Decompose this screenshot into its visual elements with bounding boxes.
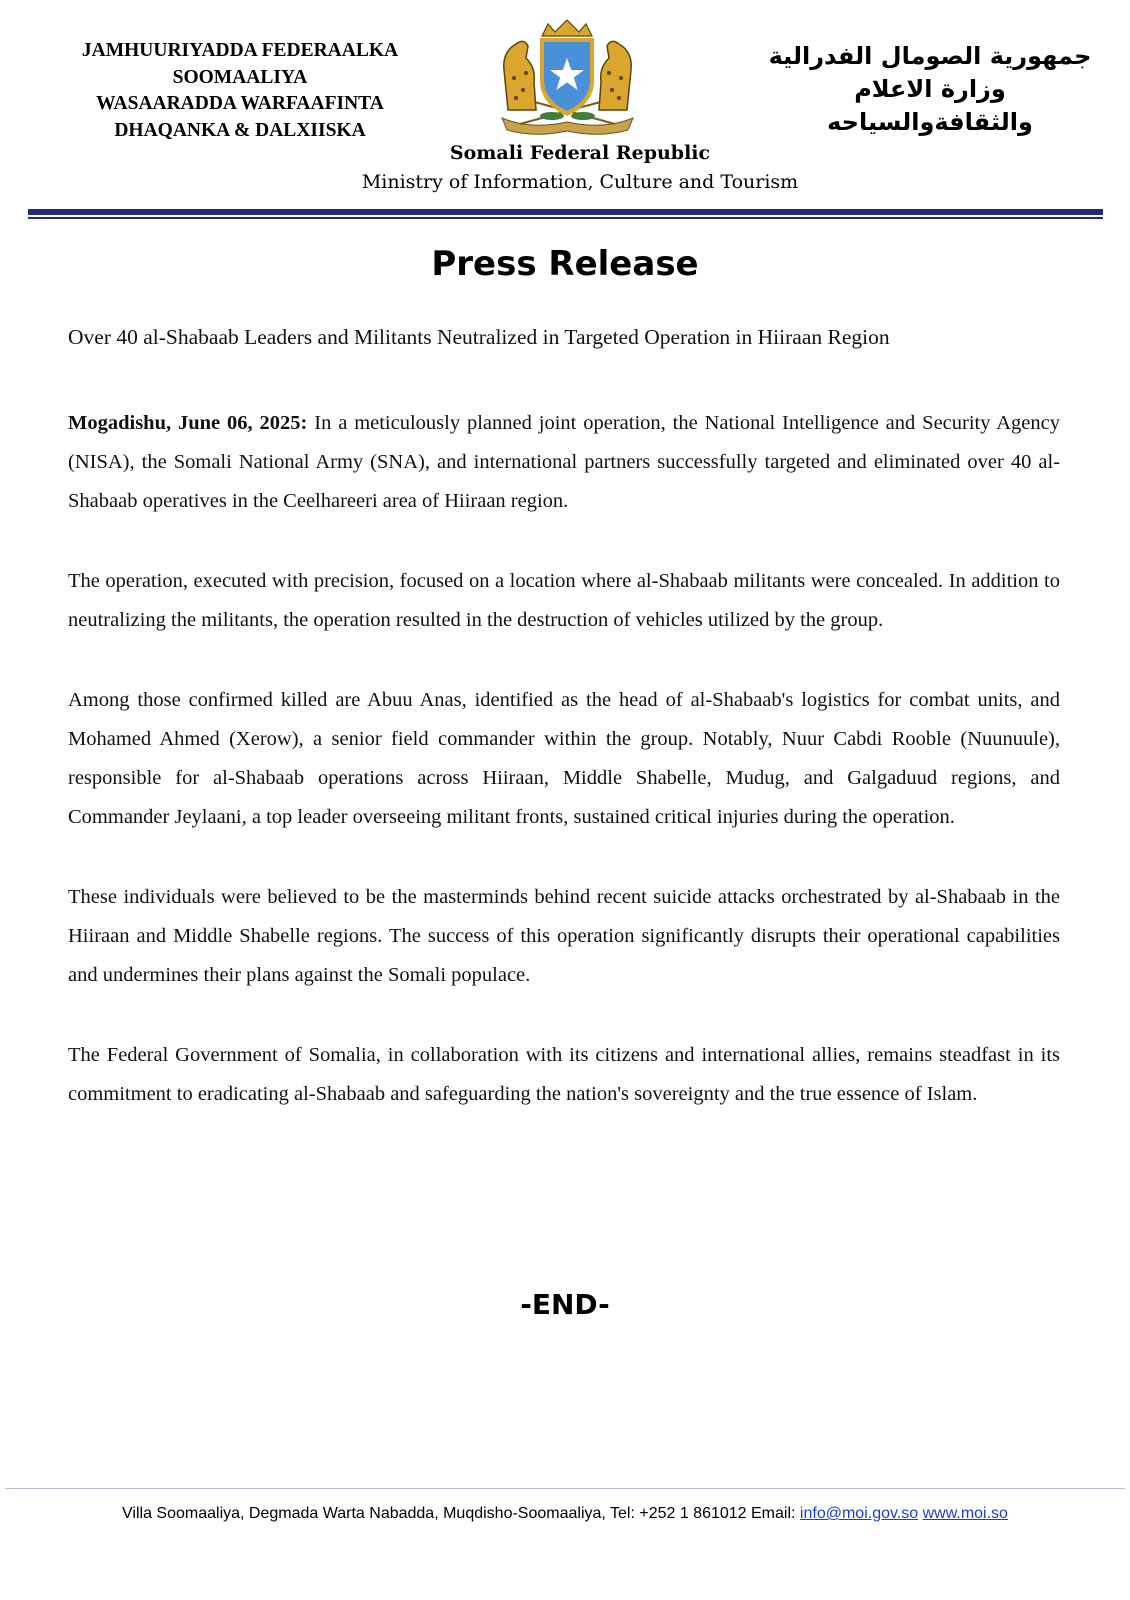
header-right-line: جمهورية الصومال الفدرالية [768, 42, 1092, 70]
ministry-name: Ministry of Information, Culture and Tourism [361, 171, 799, 193]
header-right-line: والثقافةوالسياحه [827, 108, 1033, 136]
website-link[interactable]: www.moi.so [922, 1505, 1008, 1522]
paragraph-4: These individuals were believed to be the masterminds behind recent suicide attacks orchestrated by al-Shabaab in the Hiiraan and Middle Shabelle regions. The success of this operation significantly disrupts their operational capabilities and undermines their plans against the Somali populace. [68, 886, 1060, 986]
footer-contact [0, 1505, 1130, 1523]
release-body [68, 404, 1060, 1155]
header-right-line: وزارة الاعلام [854, 75, 1006, 103]
header-left-line: JAMHUURIYADDA FEDERAALKA [81, 40, 399, 61]
email-link[interactable]: info@moi.gov.so [799, 1505, 919, 1522]
header-divider-thick [28, 209, 1103, 215]
paragraph-5: The Federal Government of Somalia, in collaboration with its citizens and international allies, remains steadfast in its commitment to eradicating al-Shabaab and safeguarding the nation's sovereignty and the true essence of Islam. [68, 1044, 1060, 1105]
page-title: Press Release [431, 244, 699, 284]
header-somali-text [55, 38, 425, 144]
header-left-line: DHAQANKA & DALXIISKA [114, 119, 366, 141]
end-marker: -END- [520, 1288, 610, 1321]
header-left-line: SOOMAALIYA [172, 66, 308, 88]
header-left-line: WASAARADDA WARFAAFINTA [96, 93, 384, 114]
republic-name: Somali Federal Republic [449, 142, 711, 164]
headline: Over 40 al-Shabaab Leaders and Militants Neutralized in Targeted Operation in Hiiraan Region [68, 325, 890, 349]
paragraph-1 [68, 404, 1060, 521]
dateline: Mogadishu, June 06, 2025: [68, 412, 308, 434]
paragraph-3: Among those confirmed killed are Abuu Anas, identified as the head of al-Shabaab's logistics for combat units, and Mohamed Ahmed (Xerow), a senior field commander within the group. Notably, Nuur Cabdi Rooble (Nuunuule), responsible for al-Shabaab operations across Hiiraan, Middle Shabelle, Mudug, and Galgaduud regions, and Commander Jeylaani, a top leader overseeing militant fronts, sustained critical injuries during the operation. [68, 689, 1060, 828]
footer-divider [5, 1488, 1125, 1489]
footer-address: Villa Soomaaliya, Degmada Warta Nabadda, Muqdisho-Soomaaliya, Tel: +252 1 861012 Email: [122, 1505, 796, 1522]
somalia-coat-of-arms-emblem [490, 18, 645, 138]
header-divider-thin [28, 217, 1103, 219]
header-arabic-text [745, 40, 1115, 139]
header-english-text [300, 139, 860, 198]
paragraph-1-text: In a meticulously planned joint operation, the National Intelligence and Security Agency (NISA), the Somali National Army (SNA), and international partners successfully targeted and eliminated over 40 al-Shabaab operatives in the Ceelhareeri area of Hiiraan region. [68, 412, 1060, 512]
paragraph-2: The operation, executed with precision, focused on a location where al-Shabaab militants were concealed. In addition to neutralizing the militants, the operation resulted in the destruction of vehicles utilized by the group. [68, 570, 1060, 631]
